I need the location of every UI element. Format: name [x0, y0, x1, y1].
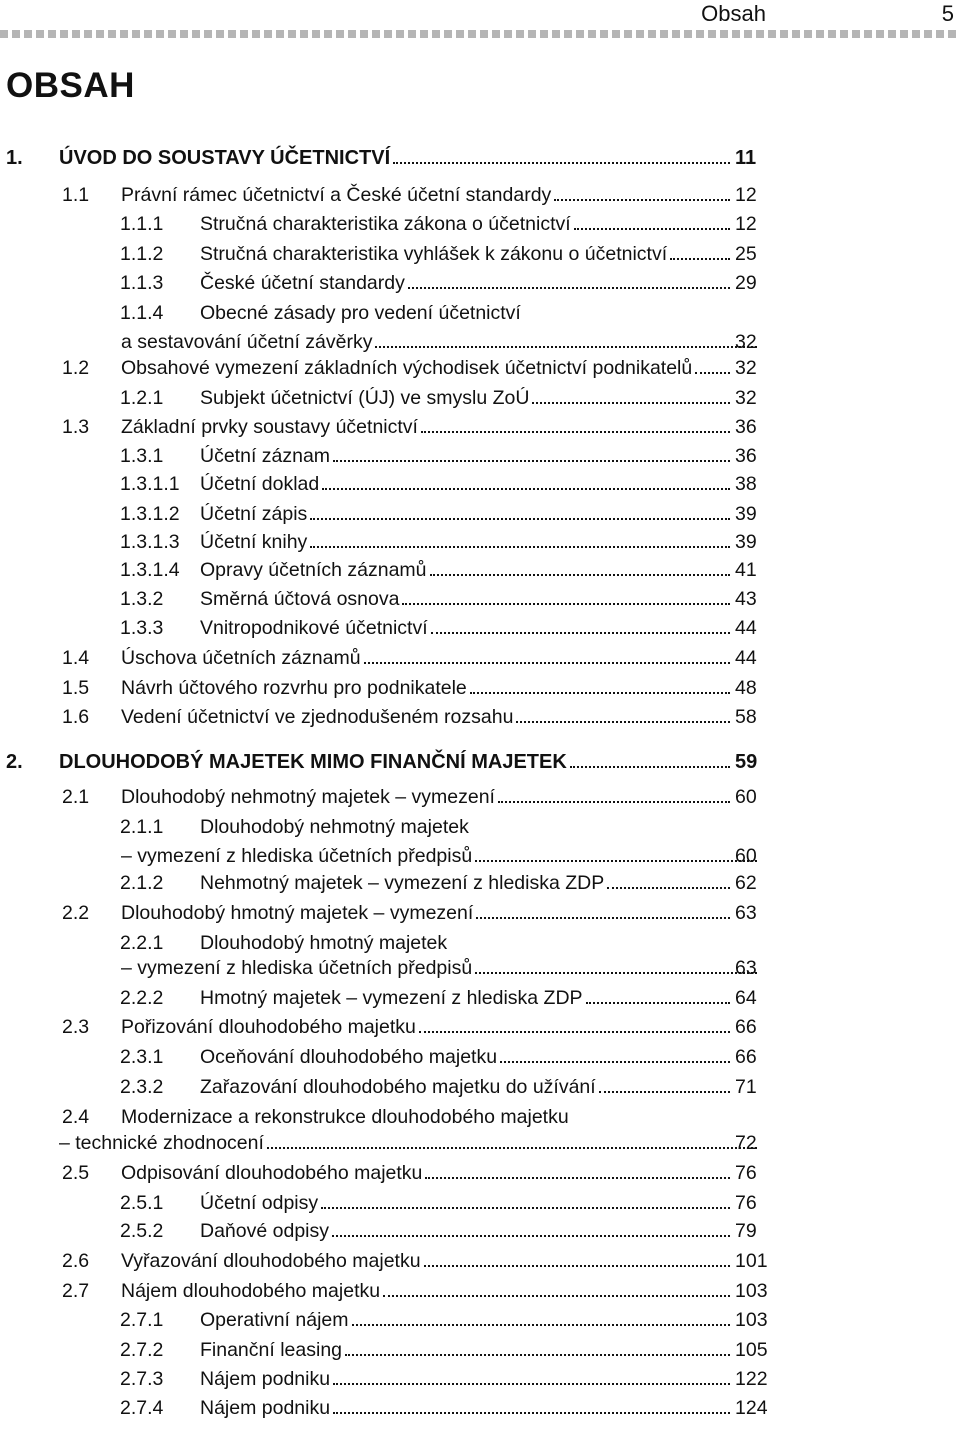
toc-entry-page: 39: [735, 503, 757, 525]
toc-entry-page: 12: [735, 213, 757, 235]
toc-entry[interactable]: [0, 613, 960, 643]
toc-dot-leader: [352, 1324, 731, 1326]
toc-dot-leader: [607, 887, 730, 889]
toc-entry-page: 32: [735, 387, 757, 409]
toc-entry-number: 1.3.1: [120, 445, 164, 467]
toc-dot-leader: [408, 287, 730, 289]
toc-entry-title: Nájem podniku: [200, 1397, 331, 1419]
toc-entry-title: Nájem dlouhodobého majetku: [121, 1280, 381, 1302]
toc-dot-leader: [333, 1383, 730, 1385]
toc-entry-page: 43: [735, 588, 757, 610]
toc-dot-leader: [570, 766, 730, 768]
toc-entry-title: Návrh účtového rozvrhu pro podnikatele: [121, 677, 467, 699]
toc-entry[interactable]: [0, 180, 960, 210]
toc-dot-leader: [421, 431, 730, 433]
toc-dot-leader: [532, 402, 730, 404]
toc-entry[interactable]: [0, 1012, 960, 1042]
toc-entry[interactable]: [0, 643, 960, 673]
toc-entry-page: 103: [735, 1309, 768, 1331]
toc-entry-title: Dlouhodobý nehmotný majetek – vymezení: [121, 786, 495, 808]
toc-dot-leader: [322, 488, 730, 490]
page-title: OBSAH: [6, 66, 135, 105]
toc-entry-number: 2.7: [62, 1280, 90, 1302]
toc-entry-number: 2.2.1: [120, 932, 164, 954]
toc-entry-number: 1.3.1.3: [120, 531, 180, 553]
toc-entry-title: Dlouhodobý hmotný majetek: [200, 932, 448, 954]
toc-dot-leader: [333, 1412, 730, 1414]
toc-entry-number: 1.3.3: [120, 617, 164, 639]
toc-entry-title: Účetní doklad: [200, 473, 320, 495]
toc-entry-number: 1.3.1.4: [120, 559, 180, 581]
toc-dot-leader: [498, 801, 730, 803]
toc-entry-title: ÚVOD DO SOUSTAVY ÚČETNICTVÍ: [59, 147, 391, 169]
toc-entry-title: Pořizování dlouhodobého majetku: [121, 1016, 416, 1038]
toc-entry-number: 1.1.2: [120, 243, 164, 265]
toc-entry[interactable]: [0, 983, 960, 1013]
toc-entry-number: 2.3.2: [120, 1076, 164, 1098]
toc-entry[interactable]: [0, 383, 960, 413]
toc-entry-number: 1.3.1.1: [120, 473, 180, 495]
toc-dot-leader: [267, 1147, 757, 1149]
toc-entry-title: Základní prvky soustavy účetnictví: [121, 416, 418, 438]
toc-entry[interactable]: [0, 782, 960, 812]
toc-entry-page: 58: [735, 706, 757, 728]
toc-entry-title: Právní rámec účetnictví a České účetní standardy: [121, 184, 552, 206]
toc-entry-number: 2.5.2: [120, 1220, 164, 1242]
toc-entry[interactable]: [0, 527, 960, 557]
toc-entry-title-continued: – vymezení z hlediska účetních předpisů: [121, 957, 473, 979]
toc-entry[interactable]: [0, 268, 960, 298]
toc-entry-page: 25: [735, 243, 757, 265]
toc-entry[interactable]: [0, 1158, 960, 1188]
toc-entry-number: 2.1.1: [120, 816, 164, 838]
toc-entry-number: 2.6: [62, 1250, 90, 1272]
toc-entry-page: 60: [735, 786, 757, 808]
toc-entry-page: 59: [735, 751, 758, 773]
toc-entry[interactable]: [0, 1042, 960, 1072]
toc-entry-page: 60: [735, 845, 757, 867]
toc-entry-title: Účetní záznam: [200, 445, 331, 467]
toc-entry-page: 32: [735, 357, 757, 379]
toc-entry-page: 41: [735, 559, 757, 581]
toc-entry-number: 1.4: [62, 647, 90, 669]
toc-entry-page: 76: [735, 1192, 757, 1214]
toc-entry-number: 1.5: [62, 677, 90, 699]
toc-dot-leader: [500, 1061, 730, 1063]
toc-entry-number: 1.3: [62, 416, 90, 438]
toc-entry-title: Obecné zásady pro vedení účetnictví: [200, 302, 521, 324]
toc-dot-leader: [402, 603, 730, 605]
toc-entry-continuation[interactable]: [0, 841, 960, 871]
toc-entry-number: 1.: [6, 147, 23, 169]
header-decorative-squares: [0, 30, 960, 38]
toc-entry-title: Úschova účetních záznamů: [121, 647, 361, 669]
toc-entry-title: Obsahové vymezení základních východisek účetnictví podnikatelů: [121, 357, 693, 379]
toc-entry-number: 1.2.1: [120, 387, 164, 409]
toc-entry-page: 105: [735, 1339, 768, 1361]
toc-entry-page: 66: [735, 1016, 757, 1038]
toc-entry-page: 79: [735, 1220, 757, 1242]
toc-entry-page: 39: [735, 531, 757, 553]
toc-entry-title: Stručná charakteristika vyhlášek k zákonu o účetnictví: [200, 243, 668, 265]
toc-entry-number: 1.3.1.2: [120, 503, 180, 525]
toc-entry-page: 44: [735, 647, 757, 669]
toc-entry-title: Daňové odpisy: [200, 1220, 329, 1242]
toc-dot-leader: [586, 1002, 730, 1004]
toc-entry-title: Směrná účtová osnova: [200, 588, 400, 610]
toc-dot-leader: [332, 1235, 730, 1237]
toc-dot-leader: [424, 1265, 730, 1267]
toc-dot-leader: [310, 546, 730, 548]
toc-entry[interactable]: [0, 584, 960, 614]
toc-entry[interactable]: [0, 1072, 960, 1102]
toc-dot-leader: [419, 1031, 730, 1033]
toc-entry[interactable]: [0, 1335, 960, 1365]
toc-entry-title: Stručná charakteristika zákona o účetnictví: [200, 213, 571, 235]
toc-entry-title: Vyřazování dlouhodobého majetku: [121, 1250, 421, 1272]
toc-entry[interactable]: [0, 555, 960, 585]
toc-entry[interactable]: [0, 868, 960, 898]
running-header: [0, 0, 960, 40]
toc-entry-title: České účetní standardy: [200, 272, 405, 294]
toc-entry[interactable]: [0, 898, 960, 928]
toc-dot-leader: [516, 721, 730, 723]
toc-entry-number: 1.3.2: [120, 588, 164, 610]
toc-entry-page: 36: [735, 445, 757, 467]
toc-entry-title: Subjekt účetnictví (ÚJ) ve smyslu ZoÚ: [200, 387, 530, 409]
toc-entry[interactable]: [0, 1188, 960, 1218]
toc-entry[interactable]: [0, 1246, 960, 1276]
toc-entry-page: 36: [735, 416, 757, 438]
toc-entry-number: 2.2: [62, 902, 90, 924]
toc-entry-page: 66: [735, 1046, 757, 1068]
toc-entry[interactable]: [0, 702, 960, 732]
toc-entry-title: Finanční leasing: [200, 1339, 343, 1361]
toc-dot-leader: [475, 972, 757, 974]
toc-entry-number: 2.3.1: [120, 1046, 164, 1068]
toc-entry[interactable]: [0, 412, 960, 442]
toc-entry-number: 2.7.3: [120, 1368, 164, 1390]
toc-entry[interactable]: [0, 239, 960, 269]
toc-dot-leader: [475, 860, 757, 862]
toc-entry-page: 38: [735, 473, 757, 495]
header-page-number: 5: [941, 1, 954, 26]
toc-entry-page: 71: [735, 1076, 757, 1098]
toc-entry-number: 1.1.3: [120, 272, 164, 294]
toc-entry-number: 2.: [6, 751, 23, 773]
toc-dot-leader: [554, 199, 730, 201]
toc-entry-number: 2.1: [62, 786, 90, 808]
toc-entry[interactable]: [0, 1364, 960, 1394]
toc-entry-page: 101: [735, 1250, 768, 1272]
toc-entry[interactable]: [0, 1216, 960, 1246]
toc-entry-title: Účetní odpisy: [200, 1192, 319, 1214]
toc-dot-leader: [345, 1354, 730, 1356]
toc-entry[interactable]: [0, 812, 960, 842]
toc-entry[interactable]: [0, 1305, 960, 1335]
toc-entry-page: 29: [735, 272, 757, 294]
toc-entry[interactable]: [0, 209, 960, 239]
toc-dot-leader: [333, 460, 730, 462]
toc-entry-page: 63: [735, 957, 757, 979]
toc-entry[interactable]: [0, 673, 960, 703]
toc-dot-leader: [364, 662, 730, 664]
toc-entry-title: Nehmotný majetek – vymezení z hlediska ZDP: [200, 872, 605, 894]
toc-dot-leader: [425, 1177, 730, 1179]
toc-entry-page: 11: [735, 147, 757, 169]
toc-entry-title: Dlouhodobý nehmotný majetek: [200, 816, 469, 838]
toc-entry-page: 62: [735, 872, 757, 894]
toc-dot-leader: [430, 574, 730, 576]
toc-entry-title: Účetní knihy: [200, 531, 308, 553]
toc-entry-number: 2.7.4: [120, 1397, 164, 1419]
toc-entry[interactable]: [0, 747, 960, 777]
toc-entry-number: 2.7.2: [120, 1339, 164, 1361]
toc-dot-leader: [695, 372, 730, 374]
toc-entry-number: 1.6: [62, 706, 90, 728]
toc-entry-page: 12: [735, 184, 757, 206]
toc-entry[interactable]: [0, 1276, 960, 1306]
toc-dot-leader: [476, 917, 730, 919]
toc-entry-number: 2.2.2: [120, 987, 164, 1009]
toc-entry-number: 2.5: [62, 1162, 90, 1184]
toc-entry-title-continued: a sestavování účetní závěrky: [121, 331, 373, 353]
toc-entry-title: Hmotný majetek – vymezení z hlediska ZDP: [200, 987, 583, 1009]
toc-dot-leader: [470, 692, 730, 694]
toc-entry-page: 122: [735, 1368, 768, 1390]
toc-entry-page: 44: [735, 617, 757, 639]
toc-entry-title-continued: – vymezení z hlediska účetních předpisů: [121, 845, 473, 867]
toc-dot-leader: [431, 632, 730, 634]
header-title: Obsah: [701, 1, 766, 26]
toc-dot-leader: [310, 518, 730, 520]
toc-entry-page: 72: [735, 1132, 757, 1154]
toc-dot-leader: [383, 1295, 730, 1297]
toc-entry[interactable]: [0, 499, 960, 529]
toc-entry-title: Modernizace a rekonstrukce dlouhodobého majetku: [121, 1106, 569, 1128]
toc-entry-page: 124: [735, 1397, 768, 1419]
toc-entry-number: 1.2: [62, 357, 90, 379]
toc-entry-page: 48: [735, 677, 757, 699]
toc-dot-leader: [393, 162, 730, 164]
toc-entry-number: 1.1: [62, 184, 90, 206]
toc-entry-page: 63: [735, 902, 757, 924]
toc-dot-leader: [574, 228, 730, 230]
toc-dot-leader: [375, 346, 757, 348]
toc-entry-title: Vnitropodnikové účetnictví: [200, 617, 428, 639]
toc-entry[interactable]: [0, 353, 960, 383]
toc-entry-page: 76: [735, 1162, 757, 1184]
toc-entry[interactable]: [0, 143, 960, 173]
toc-entry-title: Odpisování dlouhodobého majetku: [121, 1162, 423, 1184]
toc-entry-title: Opravy účetních záznamů: [200, 559, 427, 581]
toc-entry-continuation[interactable]: [0, 953, 960, 983]
toc-dot-leader: [670, 258, 730, 260]
toc-entry-title: Nájem podniku: [200, 1368, 331, 1390]
toc-entry-title: Vedení účetnictví ve zjednodušeném rozsahu: [121, 706, 514, 728]
toc-entry[interactable]: [0, 1393, 960, 1423]
toc-entry-number: 2.3: [62, 1016, 90, 1038]
toc-entry[interactable]: [0, 469, 960, 499]
toc-entry-title: Zařazování dlouhodobého majetku do užívání: [200, 1076, 596, 1098]
toc-entry-title: Operativní nájem: [200, 1309, 349, 1331]
toc-entry-page: 64: [735, 987, 757, 1009]
toc-entry-number: 2.4: [62, 1106, 90, 1128]
toc-entry-number: 1.1.4: [120, 302, 164, 324]
toc-entry-continuation[interactable]: [0, 1128, 960, 1158]
toc-entry-title: Oceňování dlouhodobého majetku: [200, 1046, 498, 1068]
toc-entry-title: Účetní zápis: [200, 503, 308, 525]
toc-entry-page: 32: [735, 331, 757, 353]
toc-entry[interactable]: [0, 298, 960, 328]
toc-dot-leader: [321, 1207, 730, 1209]
toc-entry[interactable]: [0, 441, 960, 471]
toc-entry-title: Dlouhodobý hmotný majetek – vymezení: [121, 902, 474, 924]
toc-entry-page: 103: [735, 1280, 768, 1302]
toc-entry-number: 2.5.1: [120, 1192, 164, 1214]
toc-dot-leader: [599, 1091, 730, 1093]
toc-entry-title: DLOUHODOBÝ MAJETEK MIMO FINANČNÍ MAJETEK: [59, 751, 567, 773]
toc-entry-number: 2.1.2: [120, 872, 164, 894]
toc-entry-title-continued: – technické zhodnocení: [59, 1132, 264, 1154]
toc-entry-number: 2.7.1: [120, 1309, 164, 1331]
toc-entry-number: 1.1.1: [120, 213, 164, 235]
